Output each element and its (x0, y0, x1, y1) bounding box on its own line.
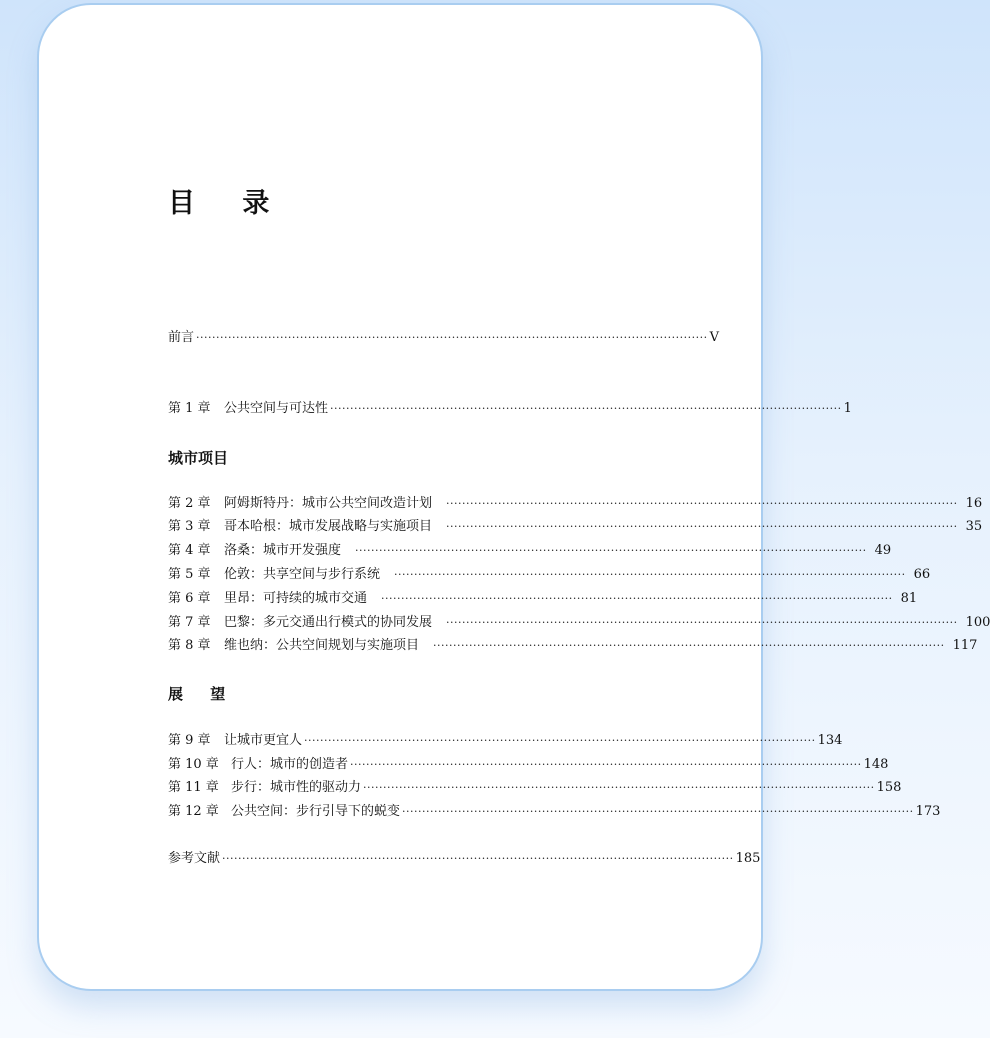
toc-entry-ch6[interactable] (168, 588, 918, 610)
toc-page-number: 16 (965, 496, 983, 511)
toc-entry-ch12[interactable] (168, 801, 941, 823)
toc-entry-ch11[interactable] (168, 777, 902, 799)
toc-entry-title: 公共空间：步行引导下的蜕变 (231, 804, 401, 819)
section-heading-outlook: 展 望 (168, 685, 237, 703)
leader-dots: ································································································································ (381, 592, 893, 605)
toc-entry-title: 参考文献 (168, 851, 221, 866)
chapter-number: 第 2 章 (168, 496, 211, 511)
chapter-number: 第 10 章 (168, 757, 219, 772)
toc-entry-ch2[interactable] (168, 493, 983, 515)
toc-page-number: 35 (965, 519, 983, 534)
leader-dots: ································································································································ (350, 758, 862, 771)
toc-entry-title: 里昂：可持续的城市交通 (224, 591, 368, 606)
page-title: 目 录 (168, 188, 289, 219)
toc-entry-title: 前言 (168, 330, 195, 345)
leader-dots: ································································································································ (394, 568, 906, 581)
toc-entry-ch5[interactable] (168, 564, 931, 586)
toc-entry-references[interactable] (168, 848, 761, 870)
leader-dots: ································································································································ (446, 520, 958, 533)
toc-page-number: 81 (900, 591, 918, 606)
leader-dots: ································································································································ (446, 616, 958, 629)
toc-entry-ch3[interactable] (168, 516, 983, 538)
chapter-number: 第 12 章 (168, 804, 219, 819)
toc-entry-ch9[interactable] (168, 730, 843, 752)
chapter-number: 第 5 章 (168, 567, 211, 582)
leader-dots: ································································································································ (402, 805, 914, 818)
toc-entry-title: 维也纳：公共空间规划与实施项目 (224, 638, 420, 653)
toc-page-number: 173 (915, 804, 941, 819)
toc-entry-title: 公共空间与可达性 (224, 401, 329, 416)
chapter-number: 第 3 章 (168, 519, 211, 534)
toc-entry-ch7[interactable] (168, 612, 990, 634)
toc-entry-preface[interactable] (168, 327, 719, 349)
toc-page-number: 158 (876, 780, 902, 795)
toc-page-number: 1 (843, 401, 852, 416)
leader-dots: ································································································································ (446, 497, 958, 510)
toc-entry-ch4[interactable] (168, 540, 892, 562)
chapter-number: 第 9 章 (168, 733, 211, 748)
toc-page-number: 49 (874, 543, 892, 558)
toc-page-number: 134 (817, 733, 843, 748)
toc-page-number: 185 (735, 851, 761, 866)
toc-entry-ch8[interactable] (168, 635, 978, 657)
chapter-number: 第 8 章 (168, 638, 211, 653)
toc-entry-title: 让城市更宜人 (224, 733, 303, 748)
toc-page-number: 117 (952, 638, 978, 653)
toc-entry-ch1[interactable] (168, 398, 852, 420)
chapter-number: 第 6 章 (168, 591, 211, 606)
toc-entry-title: 洛桑：城市开发强度 (224, 543, 342, 558)
toc-page-number: 66 (913, 567, 931, 582)
leader-dots: ································································································································ (433, 639, 945, 652)
toc-entry-ch10[interactable] (168, 754, 889, 776)
leader-dots: ································································································································ (330, 402, 842, 415)
leader-dots: ································································································································ (196, 331, 708, 344)
toc-entry-title: 阿姆斯特丹：城市公共空间改造计划 (224, 496, 433, 511)
chapter-number: 第 1 章 (168, 401, 211, 416)
section-heading-city-projects: 城市项目 (168, 449, 229, 467)
toc-entry-title: 行人：城市的创造者 (231, 757, 349, 772)
chapter-number: 第 11 章 (168, 780, 219, 795)
toc-page-number: 148 (863, 757, 889, 772)
toc-entry-title: 巴黎：多元交通出行模式的协同发展 (224, 615, 433, 630)
toc-entry-title: 步行：城市性的驱动力 (231, 780, 362, 795)
toc-page-number: 100 (965, 615, 990, 630)
chapter-number: 第 4 章 (168, 543, 211, 558)
leader-dots: ································································································································ (304, 734, 816, 747)
leader-dots: ································································································································ (355, 544, 867, 557)
toc-entry-title: 伦敦：共享空间与步行系统 (224, 567, 381, 582)
leader-dots: ································································································································ (363, 781, 875, 794)
toc-entry-title: 哥本哈根：城市发展战略与实施项目 (224, 519, 433, 534)
leader-dots: ································································································································ (222, 852, 734, 865)
toc-page-number: V (709, 330, 719, 345)
chapter-number: 第 7 章 (168, 615, 211, 630)
